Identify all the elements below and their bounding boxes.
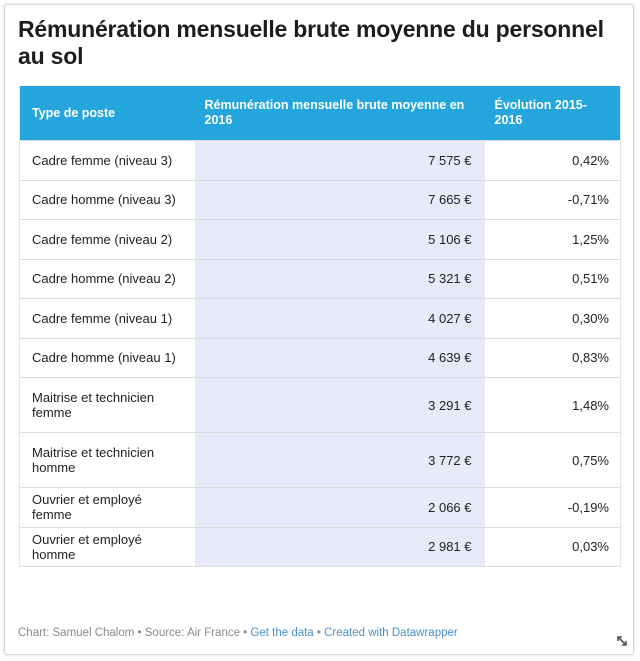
cell-value: 2 066 € (195, 488, 485, 528)
credit-text: Chart: Samuel Chalom (18, 627, 135, 639)
cell-type: Ouvrier et employé homme (20, 527, 195, 567)
datawrapper-link[interactable]: Created with Datawrapper (324, 627, 458, 639)
get-data-link[interactable]: Get the data (250, 627, 314, 639)
cell-evolution: 1,25% (485, 220, 621, 260)
cell-value: 3 291 € (195, 378, 485, 433)
cell-type: Cadre homme (niveau 3) (20, 180, 195, 220)
cell-value: 7 665 € (195, 180, 485, 220)
cell-value: 7 575 € (195, 141, 485, 181)
data-table (19, 86, 621, 567)
cell-value: 5 106 € (195, 220, 485, 260)
cell-evolution: 0,83% (485, 338, 621, 378)
cell-type: Cadre femme (niveau 3) (20, 141, 195, 181)
cell-value: 4 027 € (195, 299, 485, 339)
cell-evolution: 0,75% (485, 433, 621, 488)
cell-type: Cadre homme (niveau 1) (20, 338, 195, 378)
cell-evolution: 0,30% (485, 299, 621, 339)
header-row (20, 86, 621, 141)
chart-footer (18, 627, 458, 639)
table-row (20, 338, 621, 378)
table-row (20, 527, 621, 567)
separator: • (134, 627, 145, 639)
cell-evolution: 0,03% (485, 527, 621, 567)
source-text: Source: Air France (144, 627, 240, 639)
table-row (20, 488, 621, 528)
table-row (20, 141, 621, 181)
cell-value: 3 772 € (195, 433, 485, 488)
cell-evolution: -0,71% (485, 180, 621, 220)
cell-value: 5 321 € (195, 259, 485, 299)
cell-type: Maitrise et technicien homme (20, 433, 195, 488)
cell-type: Ouvrier et employé femme (20, 488, 195, 528)
column-header-evolution[interactable]: Évolution 2015-2016 (485, 86, 621, 141)
cell-value: 2 981 € (195, 527, 485, 567)
table-row (20, 180, 621, 220)
cell-type: Cadre homme (niveau 2) (20, 259, 195, 299)
cell-value: 4 639 € (195, 338, 485, 378)
column-header-type[interactable]: Type de poste (20, 86, 195, 141)
cell-type: Cadre femme (niveau 2) (20, 220, 195, 260)
table-row (20, 220, 621, 260)
cell-type: Maitrise et technicien femme (20, 378, 195, 433)
cell-type: Cadre femme (niveau 1) (20, 299, 195, 339)
resize-icon[interactable] (616, 635, 628, 647)
cell-evolution: 0,51% (485, 259, 621, 299)
column-header-remuneration[interactable]: Rémunération mensuelle brute moyenne en 2016 (195, 86, 485, 141)
cell-evolution: 0,42% (485, 141, 621, 181)
table-row (20, 433, 621, 488)
separator: • (313, 627, 325, 639)
separator: • (239, 627, 251, 639)
cell-evolution: -0,19% (485, 488, 621, 528)
table-row (20, 299, 621, 339)
chart-title: Rémunération mensuelle brute moyenne du personnel au sol (18, 16, 604, 69)
cell-evolution: 1,48% (485, 378, 621, 433)
table-row (20, 259, 621, 299)
table-row (20, 378, 621, 433)
